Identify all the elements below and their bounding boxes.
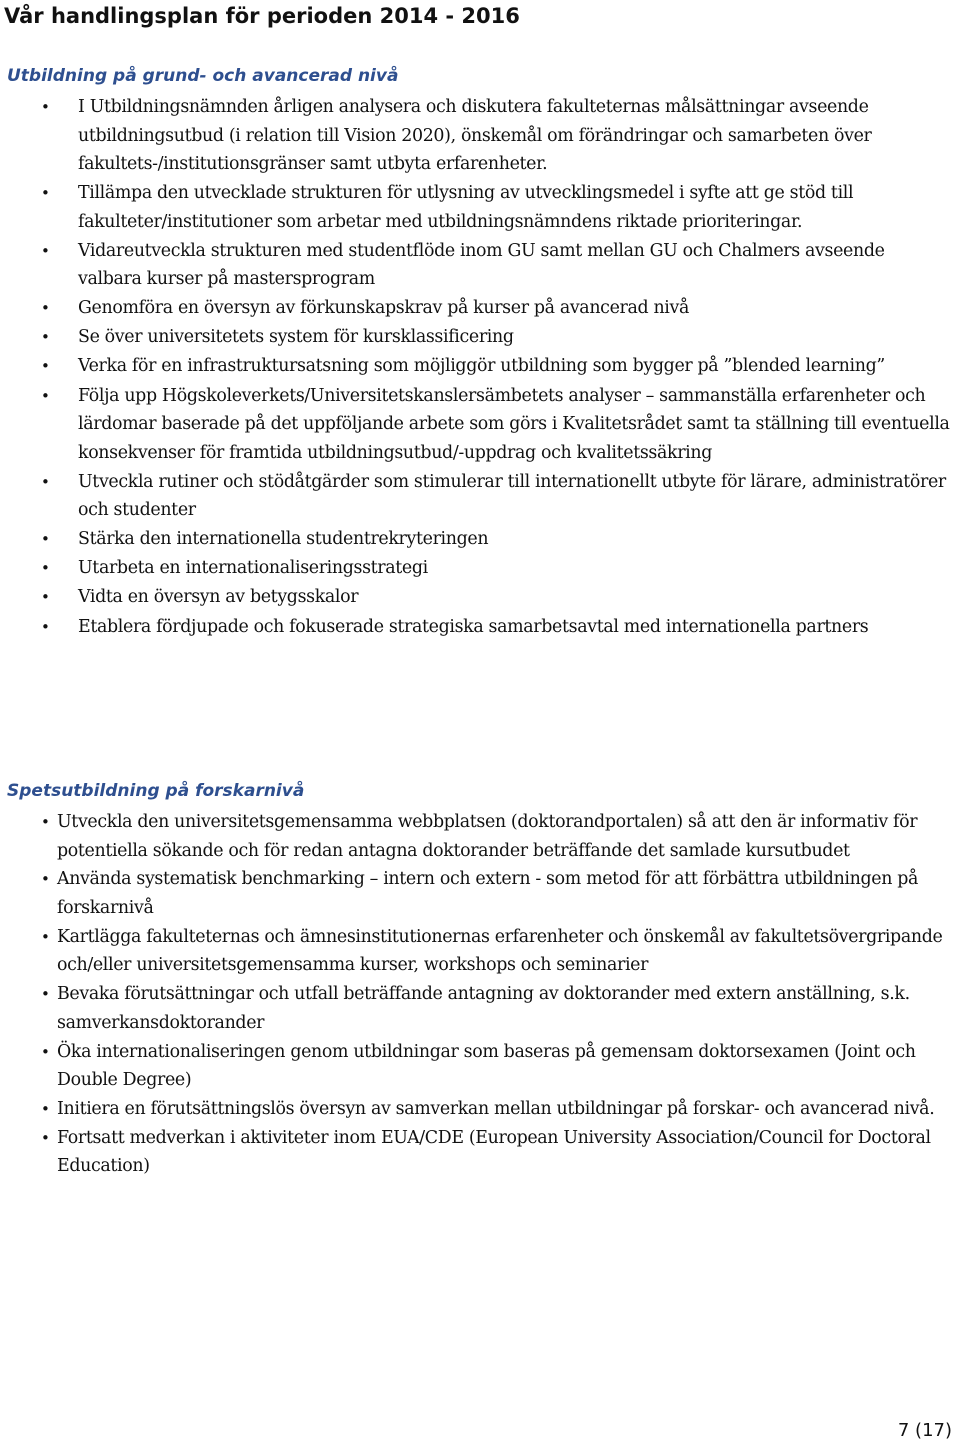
bullet-icon: •	[41, 1099, 50, 1118]
bullet-icon: •	[41, 184, 50, 203]
list-item-text: Verka för en infrastruktursatsning som möjliggör utbildning som bygger på ”blended learning”	[78, 356, 885, 377]
list-item-text: Bevaka förutsättningar och utfall beträffande antagning av doktorander med extern anställning, s.k. samverkansdoktorander	[57, 984, 910, 1033]
page-number: 7 (17)	[897, 1420, 952, 1441]
bullet-icon: •	[41, 927, 50, 946]
list-item-text: Öka internationaliseringen genom utbildningar som baseras på gemensam doktorsexamen (Joint och Double Degree)	[57, 1041, 916, 1091]
list-item	[41, 525, 950, 554]
bullet-icon: •	[41, 617, 50, 636]
bullet-icon: •	[41, 1128, 50, 1147]
list-item	[41, 93, 950, 179]
bullet-icon: •	[41, 472, 50, 491]
bullet-icon: •	[41, 98, 50, 116]
bullet-icon: •	[41, 559, 50, 578]
list-item	[41, 980, 950, 1037]
list-item	[41, 613, 950, 642]
list-item-text: Vidta en översyn av betygsskalor	[78, 587, 359, 608]
list-item-text: Utveckla rutiner och stödåtgärder som stimulerar till internationellt utbyte för lärare, administratörer och studenter	[78, 471, 946, 521]
list-item	[41, 923, 950, 980]
list-item-text: Följa upp Högskoleverkets/Universitetskanslersämbetets analyser – sammanställa erfarenheter och lärdomar baserade på det uppföljande arbete som görs i Kvalitetsrådet samt ta ställning till eventuella konsekvenser för framtida utbildningsutbud/-uppdrag och kvalitetssäkring	[78, 385, 950, 463]
list-item-text: Initiera en förutsättningslös översyn av samverkan mellan utbildningar på forskar- och avancerad nivå.	[57, 1098, 935, 1119]
bullet-icon: •	[41, 530, 50, 549]
list-item	[41, 1095, 950, 1124]
list-item	[41, 554, 950, 583]
bullet-icon: •	[41, 985, 50, 1004]
list-item	[41, 179, 950, 236]
section-heading-grund-avancerad: Utbildning på grund- och avancerad nivå	[7, 66, 399, 86]
list-item-text: Utarbeta en internationaliseringsstrategi	[78, 558, 428, 579]
list-item-text: Utveckla den universitetsgemensamma webbplatsen (doktorandportalen) så att den är informativ för potentiella sökande och för redan antagna doktorander beträffande det samlade kursutbudet	[57, 812, 918, 861]
list-item	[41, 865, 950, 922]
list-item-text: Vidareutveckla strukturen med studentflöde inom GU samt mellan GU och Chalmers avseende valbara kurser på mastersprogram	[78, 240, 885, 290]
bullet-icon: •	[41, 1042, 50, 1061]
list-item	[41, 1038, 950, 1095]
bullet-icon: •	[41, 328, 50, 347]
list-item	[41, 237, 950, 294]
bullet-icon: •	[41, 588, 50, 607]
list-item-text: Stärka den internationella studentrekryteringen	[78, 529, 489, 550]
list-item-text: Se över universitetets system för kursklassificering	[78, 327, 514, 348]
list-item	[41, 468, 950, 525]
list-item-text: Kartlägga fakulteternas och ämnesinstitutionernas erfarenheter och önskemål av fakultetsövergripande och/eller universitetsgemensamma kurser, workshops och seminarier	[57, 926, 943, 976]
list-item	[41, 583, 950, 612]
list-item	[41, 294, 950, 323]
bullet-icon: •	[41, 357, 50, 376]
bullet-icon: •	[41, 813, 50, 831]
list-item-text: Använda systematisk benchmarking – intern och extern - som metod för att förbättra utbildningen på forskarnivå	[57, 869, 919, 918]
bullet-icon: •	[41, 386, 50, 405]
bullet-list-forskarniva	[41, 808, 950, 1181]
bullet-icon: •	[41, 299, 50, 318]
page-title: Vår handlingsplan för perioden 2014 - 2016	[4, 4, 520, 28]
list-item	[41, 808, 950, 865]
bullet-list-grund-avancerad	[41, 93, 950, 642]
list-item-text: Tillämpa den utvecklade strukturen för utlysning av utvecklingsmedel i syfte att ge stöd till fakulteter/institutioner som arbetar med utbildningsnämndens riktade prioriteringar.	[78, 183, 854, 232]
list-item-text: Genomföra en översyn av förkunskapskrav på kurser på avancerad nivå	[78, 298, 690, 319]
bullet-icon: •	[41, 241, 50, 260]
list-item	[41, 323, 950, 352]
list-item-text: Etablera fördjupade och fokuserade strategiska samarbetsavtal med internationella partners	[78, 616, 869, 637]
list-item	[41, 1124, 950, 1181]
list-item-text: Fortsatt medverkan i aktiviteter inom EUA/CDE (European University Association/Council for Doctoral Education)	[57, 1127, 931, 1177]
list-item	[41, 352, 950, 381]
list-item	[41, 382, 950, 468]
section-heading-forskarniva: Spetsutbildning på forskarnivå	[7, 781, 305, 801]
list-item-text: I Utbildningsnämnden årligen analysera och diskutera fakulteternas målsättningar avseende utbildningsutbud (i relation till Vision 2020), önskemål om förändringar och samarbeten över fakultets-/institutionsgränser samt utbyta erfarenheter.	[78, 97, 872, 174]
bullet-icon: •	[41, 870, 50, 889]
